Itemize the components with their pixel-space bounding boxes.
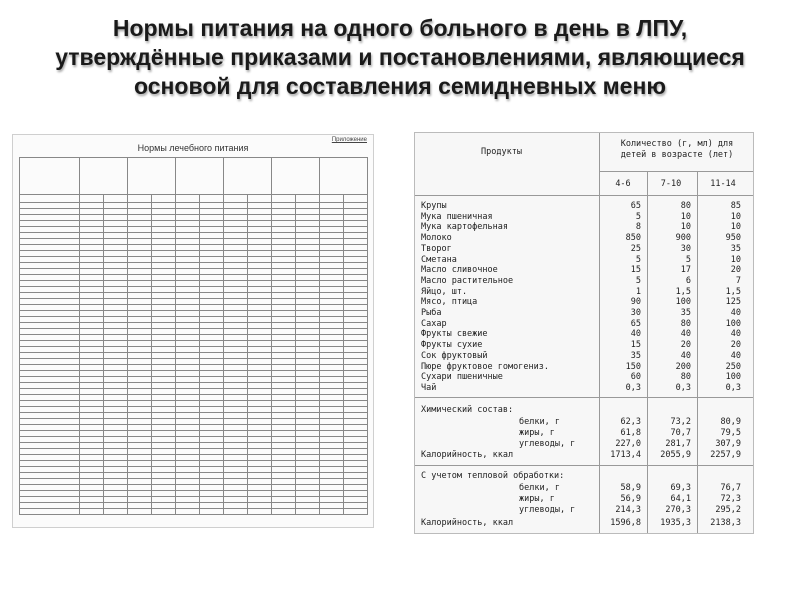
left-subheader-cell	[103, 195, 127, 203]
product-value: 7	[735, 275, 741, 286]
left-subheader-cell	[343, 195, 367, 203]
heat-value: 58,9	[620, 483, 641, 493]
left-table-cell	[223, 509, 247, 515]
product-name: Масло растительное	[421, 275, 514, 286]
product-value: 15	[630, 340, 641, 351]
calories-value: 2055,9	[660, 450, 691, 460]
heat-value: 72,3	[720, 494, 741, 504]
product-value: 20	[680, 340, 691, 351]
divider	[599, 171, 753, 172]
left-table-cell	[79, 509, 103, 515]
product-value: 0,3	[625, 382, 641, 393]
heat-value: 64,1	[670, 494, 691, 504]
divider	[415, 195, 753, 196]
product-value: 10	[680, 211, 691, 222]
product-value: 0,3	[675, 382, 691, 393]
age-column-header: 11-14	[710, 179, 736, 189]
product-value: 40	[730, 350, 741, 361]
product-name: Фрукты свежие	[421, 329, 488, 340]
left-header-cell	[19, 158, 79, 195]
product-value: 30	[680, 243, 691, 254]
product-value: 65	[630, 318, 641, 329]
product-value: 250	[725, 361, 741, 372]
left-table-cell	[19, 509, 79, 515]
product-value: 850	[625, 233, 641, 244]
heat-value: 76,7	[720, 483, 741, 493]
product-value: 40	[680, 350, 691, 361]
divider	[415, 397, 753, 398]
calories-name: Калорийность, ккал	[421, 450, 514, 460]
product-value: 10	[730, 222, 741, 233]
product-name: Молоко	[421, 233, 452, 244]
heat-value: 214,3	[615, 505, 641, 515]
left-table-cell	[319, 509, 343, 515]
product-value: 80	[680, 201, 691, 211]
product-name: Чай	[421, 382, 437, 393]
product-value: 200	[675, 361, 691, 372]
left-subheader-cell	[223, 195, 247, 203]
left-subheader-cell	[79, 195, 103, 203]
left-table-cell	[343, 509, 367, 515]
product-value: 35	[730, 243, 741, 254]
product-name: Творог	[421, 243, 452, 254]
product-value: 15	[630, 265, 641, 276]
product-value: 40	[680, 329, 691, 340]
left-subheader-cell	[199, 195, 223, 203]
children-nutrition-table	[414, 132, 754, 534]
chem-name: белки, г	[519, 417, 560, 427]
page-title: Нормы питания на одного больного в день в ЛПУ, утверждённые приказами и постановлениями, являющиеся основой для составления семидневных меню	[55, 15, 745, 99]
chem-value: 227,0	[615, 439, 641, 449]
product-value: 90	[630, 297, 641, 308]
product-value: 8	[635, 222, 641, 233]
product-value: 5	[685, 254, 691, 265]
divider	[415, 465, 753, 466]
product-value: 100	[725, 318, 741, 329]
product-name: Сахар	[421, 318, 447, 329]
product-name: Яйцо, шт.	[421, 286, 468, 297]
product-value: 5	[635, 254, 641, 265]
heat-value: 270,3	[665, 505, 691, 515]
age-column-header: 7-10	[660, 179, 682, 189]
chem-value: 73,2	[670, 417, 691, 427]
corner-note: Приложение	[331, 137, 367, 143]
heat-treatment-title: С учетом тепловой обработки:	[421, 471, 565, 481]
left-subheader-cell	[175, 195, 199, 203]
left-subheader-cell	[295, 195, 319, 203]
product-value: 950	[725, 233, 741, 244]
chem-value: 307,9	[715, 439, 741, 449]
calories-heat-value: 2138,3	[710, 518, 741, 528]
product-value: 35	[630, 350, 641, 361]
heat-value: 56,9	[620, 494, 641, 504]
product-value: 40	[730, 308, 741, 318]
calories-value: 1713,4	[610, 450, 641, 460]
product-value: 6	[685, 275, 691, 286]
product-name: Мука картофельная	[421, 222, 508, 233]
chem-value: 70,7	[670, 428, 691, 438]
product-value: 1,5	[725, 286, 741, 297]
product-name: Сухари пшеничные	[421, 372, 503, 383]
left-table-cell	[151, 509, 175, 515]
product-name: Мука пшеничная	[421, 211, 493, 222]
left-table-cell	[295, 509, 319, 515]
product-value: 20	[730, 265, 741, 276]
heat-value: 295,2	[715, 505, 741, 515]
product-value: 1	[635, 286, 641, 297]
left-subheader-cell	[151, 195, 175, 203]
heat-value: 69,3	[670, 483, 691, 493]
left-header-cell	[223, 158, 271, 195]
product-value: 10	[730, 211, 741, 222]
left-header-cell	[127, 158, 175, 195]
product-name: Пюре фруктовое гомогениз.	[421, 361, 549, 372]
chem-value: 61,8	[620, 428, 641, 438]
product-value: 85	[730, 201, 741, 211]
product-name: Сок фруктовый	[421, 350, 488, 361]
product-value: 80	[680, 372, 691, 383]
product-value: 100	[675, 297, 691, 308]
product-value: 10	[730, 254, 741, 265]
product-value: 5	[635, 275, 641, 286]
chem-value: 79,5	[720, 428, 741, 438]
product-name: Мясо, птица	[421, 297, 478, 308]
product-value: 40	[730, 329, 741, 340]
left-table-cell	[127, 509, 151, 515]
product-value: 1,5	[675, 286, 691, 297]
product-name: Крупы	[421, 201, 447, 211]
product-value: 125	[725, 297, 741, 308]
product-value: 65	[630, 201, 641, 211]
left-subheader-cell	[319, 195, 343, 203]
left-subheader-cell	[247, 195, 271, 203]
left-table-grid	[19, 157, 368, 515]
divider	[697, 171, 698, 533]
product-value: 60	[630, 372, 641, 383]
left-header-cell	[79, 158, 127, 195]
product-name: Сметана	[421, 254, 457, 265]
product-value: 0,3	[725, 382, 741, 393]
age-column-header: 4-6	[615, 179, 631, 189]
product-value: 40	[630, 329, 641, 340]
product-value: 10	[680, 222, 691, 233]
left-table-cell	[175, 509, 199, 515]
divider	[599, 133, 600, 533]
chem-value: 62,3	[620, 417, 641, 427]
product-value: 900	[675, 233, 691, 244]
chem-value: 80,9	[720, 417, 741, 427]
product-name: Фрукты сухие	[421, 340, 483, 351]
chem-value: 281,7	[665, 439, 691, 449]
left-header-cell	[271, 158, 319, 195]
calories-heat-value: 1935,3	[660, 518, 691, 528]
left-table-row	[19, 509, 367, 515]
left-subheader-cell	[127, 195, 151, 203]
left-subheader-cell	[19, 195, 79, 203]
product-value: 35	[680, 308, 691, 318]
product-value: 100	[725, 372, 741, 383]
product-value: 30	[630, 308, 641, 318]
heat-name: жиры, г	[519, 494, 555, 504]
product-value: 150	[625, 361, 641, 372]
left-table-heading: Нормы лечебного питания	[137, 143, 249, 153]
product-value: 25	[630, 243, 641, 254]
header-products: Продукты	[481, 147, 522, 157]
left-table-cell	[103, 509, 127, 515]
scanned-diet-norms-table	[12, 134, 374, 528]
chem-composition-title: Химический состав:	[421, 405, 514, 415]
calories-value: 2257,9	[710, 450, 741, 460]
left-table-cell	[199, 509, 223, 515]
product-value: 5	[635, 211, 641, 222]
divider	[647, 171, 648, 533]
left-table-cell	[271, 509, 295, 515]
left-subheader-cell	[271, 195, 295, 203]
product-value: 80	[680, 318, 691, 329]
left-header-cell	[319, 158, 367, 195]
product-name: Масло сливочное	[421, 265, 498, 276]
heat-name: углеводы, г	[519, 505, 576, 515]
product-value: 17	[680, 265, 691, 276]
heat-name: белки, г	[519, 483, 560, 493]
left-header-cell	[175, 158, 223, 195]
calories-heat-value: 1596,8	[610, 518, 641, 528]
header-quantity: Количество (г, мл) для детей в возрасте (лет)	[620, 139, 734, 160]
left-table-cell	[247, 509, 271, 515]
chem-name: жиры, г	[519, 428, 555, 438]
chem-name: углеводы, г	[519, 439, 576, 449]
calories-heat-name: Калорийность, ккал	[421, 518, 514, 528]
product-name: Рыба	[421, 308, 442, 318]
product-value: 20	[730, 340, 741, 351]
